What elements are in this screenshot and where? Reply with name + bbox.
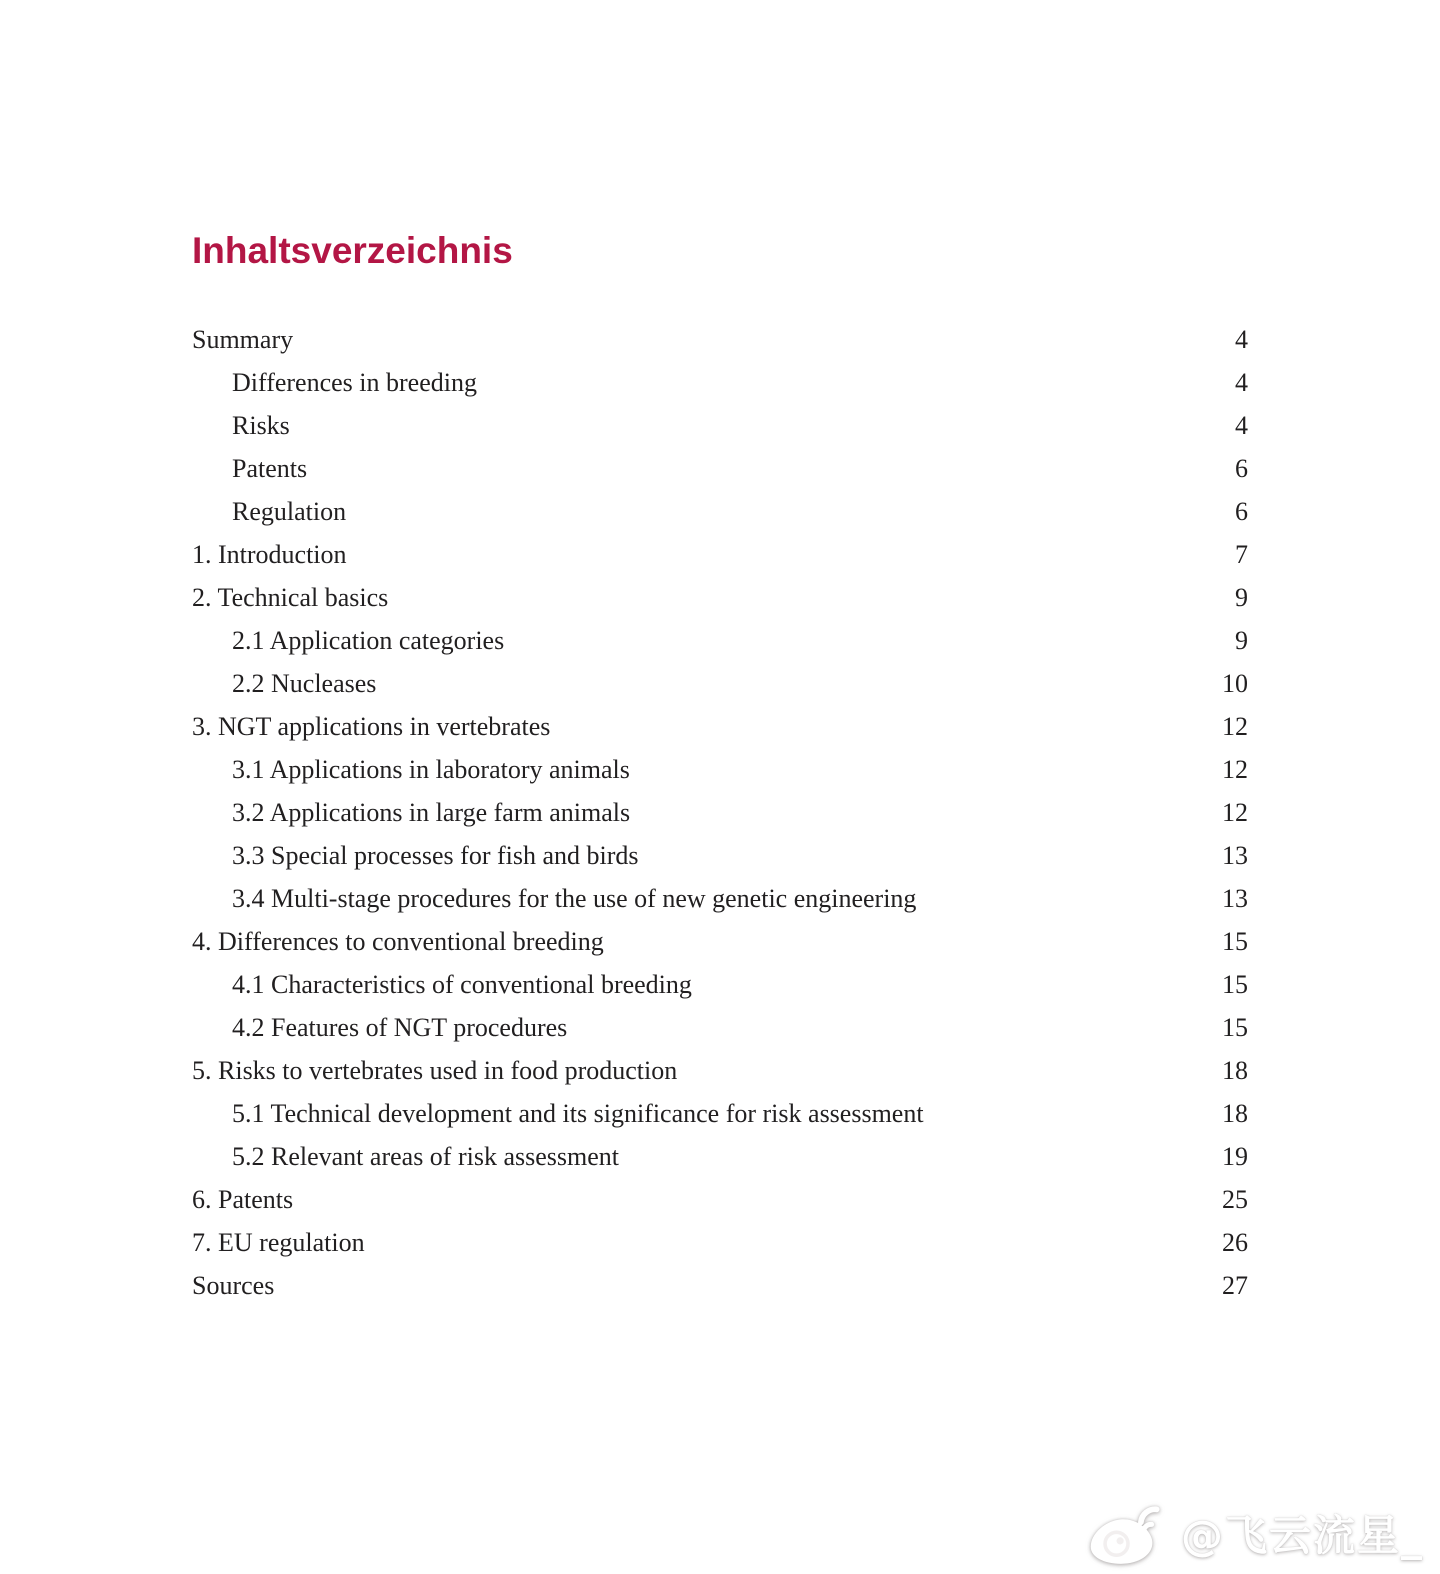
toc-entry-page: 10 bbox=[1222, 669, 1248, 698]
toc-entry[interactable] bbox=[192, 705, 1248, 748]
toc-entry[interactable] bbox=[192, 920, 1248, 963]
toc-entry[interactable] bbox=[192, 447, 1248, 490]
toc-entry[interactable] bbox=[192, 1221, 1248, 1264]
toc-entry-label: 4. Differences to conventional breeding bbox=[192, 927, 604, 956]
toc-entry-label: Sources bbox=[192, 1271, 275, 1300]
toc-entry-page: 27 bbox=[1222, 1271, 1248, 1300]
toc-entry[interactable] bbox=[192, 404, 1248, 447]
toc-entry[interactable] bbox=[192, 1135, 1248, 1178]
toc-entry-page: 19 bbox=[1222, 1142, 1248, 1171]
toc-entry-page: 12 bbox=[1222, 712, 1248, 741]
table-of-contents bbox=[192, 318, 1248, 1307]
toc-entry-page: 9 bbox=[1235, 583, 1248, 612]
toc-entry[interactable] bbox=[192, 1264, 1248, 1307]
toc-entry-page: 12 bbox=[1222, 798, 1248, 827]
toc-entry-page: 4 bbox=[1235, 411, 1248, 440]
toc-entry-label: 4.2 Features of NGT procedures bbox=[232, 1013, 568, 1042]
toc-entry-label: 6. Patents bbox=[192, 1185, 294, 1214]
toc-entry[interactable] bbox=[192, 662, 1248, 705]
toc-entry-page: 18 bbox=[1222, 1099, 1248, 1128]
watermark-text: @飞云流星_ bbox=[1180, 1511, 1424, 1560]
toc-entry-page: 25 bbox=[1222, 1185, 1248, 1214]
page-title: Inhaltsverzeichnis bbox=[192, 230, 513, 271]
toc-entry-page: 6 bbox=[1235, 497, 1248, 526]
toc-entry-page: 18 bbox=[1222, 1056, 1248, 1085]
toc-entry-page: 4 bbox=[1235, 325, 1248, 354]
toc-entry-page: 4 bbox=[1235, 368, 1248, 397]
toc-entry-page: 15 bbox=[1222, 970, 1248, 999]
toc-entry-page: 15 bbox=[1222, 927, 1248, 956]
toc-entry[interactable] bbox=[192, 318, 1248, 361]
toc-entry[interactable] bbox=[192, 877, 1248, 920]
toc-entry[interactable] bbox=[192, 1178, 1248, 1221]
toc-entry-label: Summary bbox=[192, 325, 294, 354]
toc-entry-label: 4.1 Characteristics of conventional breeding bbox=[232, 970, 692, 999]
toc-entry-label: 3.1 Applications in laboratory animals bbox=[232, 755, 630, 784]
toc-entry-page: 13 bbox=[1222, 841, 1248, 870]
toc-entry-page: 7 bbox=[1235, 540, 1248, 569]
toc-entry-label: Patents bbox=[232, 454, 308, 483]
toc-entry[interactable] bbox=[192, 576, 1248, 619]
toc-entry-page: 6 bbox=[1235, 454, 1248, 483]
toc-entry-label: 2.1 Application categories bbox=[232, 626, 505, 655]
toc-entry-label: Differences in breeding bbox=[232, 368, 477, 397]
toc-entry-page: 12 bbox=[1222, 755, 1248, 784]
toc-entry[interactable] bbox=[192, 791, 1248, 834]
toc-entry[interactable] bbox=[192, 490, 1248, 533]
toc-entry-label: 2.2 Nucleases bbox=[232, 669, 377, 698]
toc-entry[interactable] bbox=[192, 1049, 1248, 1092]
toc-entry-label: Regulation bbox=[232, 497, 347, 526]
toc-entry[interactable] bbox=[192, 963, 1248, 1006]
toc-entry-label: 3.2 Applications in large farm animals bbox=[232, 798, 631, 827]
toc-entry[interactable] bbox=[192, 834, 1248, 877]
toc-entry-label: 5.1 Technical development and its significance for risk assessment bbox=[232, 1099, 924, 1128]
toc-entry[interactable] bbox=[192, 533, 1248, 576]
toc-entry-page: 15 bbox=[1222, 1013, 1248, 1042]
toc-entry-page: 13 bbox=[1222, 884, 1248, 913]
watermark bbox=[1085, 1502, 1424, 1564]
weibo-logo-icon bbox=[1085, 1502, 1171, 1564]
toc-entry[interactable] bbox=[192, 748, 1248, 791]
toc-entry-label: 3. NGT applications in vertebrates bbox=[192, 712, 551, 741]
toc-entry-label: 5.2 Relevant areas of risk assessment bbox=[232, 1142, 620, 1171]
toc-entry-label: 5. Risks to vertebrates used in food production bbox=[192, 1056, 678, 1085]
toc-entry-label: 7. EU regulation bbox=[192, 1228, 365, 1257]
toc-entry-label: 2. Technical basics bbox=[192, 583, 389, 612]
toc-entry[interactable] bbox=[192, 361, 1248, 404]
toc-entry[interactable] bbox=[192, 1092, 1248, 1135]
toc-entry-page: 9 bbox=[1235, 626, 1248, 655]
toc-entry-page: 26 bbox=[1222, 1228, 1248, 1257]
toc-entry-label: Risks bbox=[232, 411, 290, 440]
toc-entry-label: 3.3 Special processes for fish and birds bbox=[232, 841, 639, 870]
toc-entry[interactable] bbox=[192, 1006, 1248, 1049]
toc-entry-label: 3.4 Multi-stage procedures for the use of new genetic engineering bbox=[232, 884, 917, 913]
toc-entry-label: 1. Introduction bbox=[192, 540, 347, 569]
toc-entry[interactable] bbox=[192, 619, 1248, 662]
